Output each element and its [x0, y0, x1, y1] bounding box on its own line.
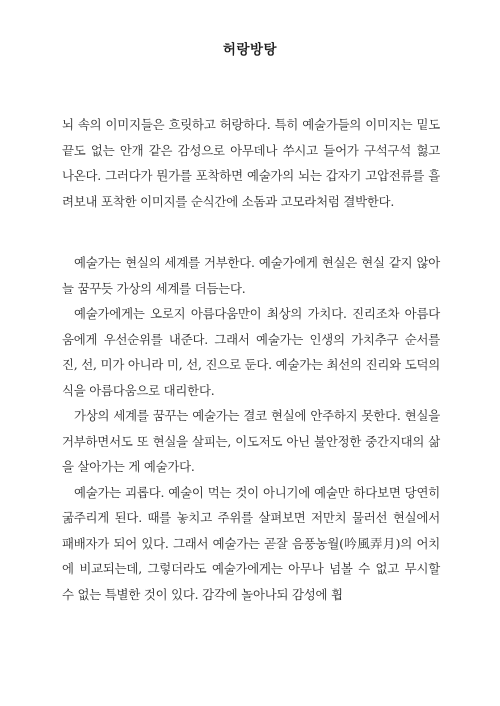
page-title: 허랑방탕 [222, 42, 278, 58]
paragraph-5: 예술가는 괴롭다. 예술이 먹는 것이 아니기에 예술만 하다보면 당연히 굶주리게 된다. 때를 놓치고 주위를 살펴보면 저만치 물러선 현실에서 패배자가 되어 있다. 그래서 예술가는 곧잘 음풍농월(吟風弄月)의 어치에 비교되는데, 그렇더라도 예술가에게는 아무나 넘볼 수 없고 무시할 수 없는 특별한 것이 있다. 감각에 놀아나되 감성에 휩 [62, 484, 440, 602]
main-section [62, 250, 440, 607]
paragraph-1: 뇌 속의 이미지들은 흐릿하고 허랑하다. 특히 예술가들의 이미지는 밑도 끝도 없는 안개 같은 감성으로 아무데나 쑤시고 들어가 구석구석 헗고 나온다. 그러다가 뭔가를 포착하면 예술가의 뇌는 갑자기 고압전류를 흘려보내 포착한 이미지를 순식간에 소돔과 고모라처럼 결박한다. [62, 117, 440, 209]
paragraph-4: 가상의 세계를 꿈꾸는 예술가는 결코 현실에 안주하지 못한다. 현실을 거부하면서도 또 현실을 살피는, 이도저도 아닌 불안정한 중간지대의 삶을 살아가는 게 예술가다. [62, 408, 440, 474]
opening-section [62, 112, 440, 214]
paragraph-3: 예술가에게는 오로지 아름다움만이 최상의 가치다. 진리조차 아름다움에게 우선순위를 내준다. 그래서 예술가는 인생의 가치추구 순서를 진, 선, 미가 아니라 미, 선, 진으로 둔다. 예술가는 최선의 진리와 도덕의식을 아름다움으로 대리한다. [62, 306, 440, 398]
paragraph-2: 예술가는 현실의 세계를 거부한다. 예술가에게 현실은 현실 같지 않아 늘 꿈꾸듯 가상의 세계를 더듬는다. [62, 255, 440, 296]
